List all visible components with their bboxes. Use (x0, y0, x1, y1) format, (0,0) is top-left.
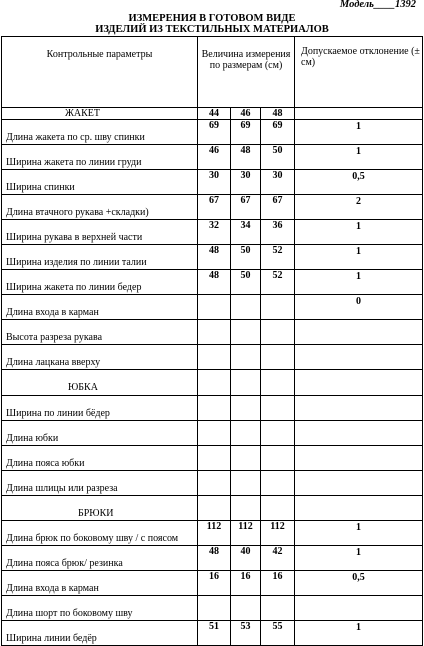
parameter-label: Ширина жакета по линии бедер (2, 270, 198, 295)
jacket-section-row (2, 108, 423, 120)
measurement-value: 50 (261, 145, 295, 170)
measurement-value: 112 (231, 521, 261, 546)
measurement-value (198, 396, 231, 421)
tolerance-value (295, 471, 423, 496)
table-row (2, 396, 423, 421)
tolerance-value (295, 396, 423, 421)
document-title-line1: ИЗМЕРЕНИЯ В ГОТОВОМ ВИДЕ (128, 13, 296, 24)
parameter-label: Длина входа в карман (2, 571, 198, 596)
measurement-value (198, 471, 231, 496)
measurement-value (231, 446, 261, 471)
header-sizes: Величина измерения по размерам (см) (198, 37, 295, 108)
measurement-value: 50 (231, 245, 261, 270)
empty-cell (261, 496, 295, 521)
measurement-value: 52 (261, 245, 295, 270)
parameter-label: Длина пояса брюк/ резинка (2, 546, 198, 571)
table-row (2, 521, 423, 546)
parameter-label: Длина втачного рукава +складки) (2, 195, 198, 220)
measurement-value (198, 421, 231, 446)
measurement-value: 50 (231, 270, 261, 295)
measurement-value: 30 (261, 170, 295, 195)
table-row (2, 345, 423, 370)
parameter-label: Длина шлицы или разреза (2, 471, 198, 496)
table-row (2, 446, 423, 471)
measurement-value: 42 (261, 546, 295, 571)
measurement-value (261, 320, 295, 345)
empty-cell (261, 370, 295, 396)
measurement-value (198, 345, 231, 370)
measurement-value (231, 320, 261, 345)
size-cell: 48 (261, 108, 295, 120)
empty-cell (295, 496, 423, 521)
table-row (2, 145, 423, 170)
measurement-value: 16 (231, 571, 261, 596)
parameter-label: Длина жакета по ср. шву спинки (2, 120, 198, 145)
table-header-row (2, 37, 423, 108)
table-row (2, 245, 423, 270)
measurement-value: 67 (261, 195, 295, 220)
tolerance-value: 1 (295, 245, 423, 270)
parameter-label: Ширина линии бедёр (2, 621, 198, 646)
model-number: Модель____1392 (339, 0, 416, 10)
table-row (2, 170, 423, 195)
measurement-value: 48 (231, 145, 261, 170)
skirt-section-row (2, 370, 423, 396)
document-title-line2: ИЗДЕЛИЙ ИЗ ТЕКСТИЛЬНЫХ МАТЕРИАЛОВ (95, 24, 329, 35)
section-title-skirt: ЮБКА (2, 370, 198, 396)
empty-cell (231, 370, 261, 396)
measurement-value (261, 396, 295, 421)
parameter-label: Длина шорт по боковому шву (2, 596, 198, 621)
tolerance-value (295, 446, 423, 471)
trousers-section-row (2, 496, 423, 521)
header-params: Контрольные параметры (2, 37, 198, 108)
parameter-label: Длина входа в карман (2, 295, 198, 320)
parameter-label: Ширина рукава в верхней части (2, 220, 198, 245)
tolerance-value: 1 (295, 120, 423, 145)
parameter-label: Высота разреза рукава (2, 320, 198, 345)
tolerance-value (295, 596, 423, 621)
parameter-label: Ширина изделия по линии талии (2, 245, 198, 270)
tolerance-value (295, 345, 423, 370)
table-row (2, 596, 423, 621)
tolerance-value: 1 (295, 621, 423, 646)
measurement-value: 16 (261, 571, 295, 596)
measurement-value (261, 446, 295, 471)
empty-cell (295, 370, 423, 396)
table-row (2, 621, 423, 646)
table-row (2, 571, 423, 596)
tolerance-value: 1 (295, 270, 423, 295)
measurement-value: 69 (261, 120, 295, 145)
measurement-value: 48 (198, 546, 231, 571)
measurement-value (231, 596, 261, 621)
measurement-value: 112 (261, 521, 295, 546)
measurement-value (261, 421, 295, 446)
table-row (2, 421, 423, 446)
measurement-value: 52 (261, 270, 295, 295)
table-row (2, 195, 423, 220)
measurement-value: 30 (198, 170, 231, 195)
measurement-value (231, 345, 261, 370)
tolerance-value: 1 (295, 145, 423, 170)
tolerance-cell (295, 108, 423, 120)
measurement-value: 53 (231, 621, 261, 646)
measurement-value (198, 320, 231, 345)
header-tolerance: Допускаемое отклонение (± см) (295, 37, 423, 108)
table-row (2, 320, 423, 345)
measurement-value (198, 596, 231, 621)
measurement-value: 30 (231, 170, 261, 195)
empty-cell (198, 496, 231, 521)
measurement-value: 48 (198, 245, 231, 270)
section-title-jacket: ЖАКЕТ (2, 108, 198, 120)
measurement-value (261, 345, 295, 370)
measurement-value (231, 421, 261, 446)
table-row (2, 471, 423, 496)
measurement-value: 67 (198, 195, 231, 220)
measurement-value (261, 295, 295, 320)
measurement-value: 48 (198, 270, 231, 295)
table-row (2, 220, 423, 245)
parameter-label: Длина юбки (2, 421, 198, 446)
measurements-table (1, 36, 423, 646)
measurement-value: 55 (261, 621, 295, 646)
size-cell: 44 (198, 108, 231, 120)
measurement-value (261, 596, 295, 621)
tolerance-value: 0 (295, 295, 423, 320)
parameter-label: Длина брюк по боковому шву / с поясом (2, 521, 198, 546)
measurement-value: 46 (198, 145, 231, 170)
empty-cell (231, 496, 261, 521)
measurement-value (231, 396, 261, 421)
measurement-value: 67 (231, 195, 261, 220)
measurement-value: 51 (198, 621, 231, 646)
measurement-value: 34 (231, 220, 261, 245)
measurement-value (231, 471, 261, 496)
tolerance-value: 1 (295, 546, 423, 571)
measurement-value: 69 (198, 120, 231, 145)
parameter-label: Длина лацкана вверху (2, 345, 198, 370)
tolerance-value: 0,5 (295, 571, 423, 596)
table-row (2, 546, 423, 571)
measurement-value: 32 (198, 220, 231, 245)
table-row (2, 270, 423, 295)
empty-cell (198, 370, 231, 396)
tolerance-value (295, 421, 423, 446)
measurement-value: 40 (231, 546, 261, 571)
measurement-value (231, 295, 261, 320)
measurement-value: 36 (261, 220, 295, 245)
tolerance-value (295, 320, 423, 345)
table-row (2, 120, 423, 145)
table-row (2, 295, 423, 320)
measurement-value: 112 (198, 521, 231, 546)
measurement-value (198, 295, 231, 320)
parameter-label: Ширина жакета по линии груди (2, 145, 198, 170)
parameter-label: Длина пояса юбки (2, 446, 198, 471)
tolerance-value: 0,5 (295, 170, 423, 195)
measurement-value: 69 (231, 120, 261, 145)
measurement-value: 16 (198, 571, 231, 596)
size-cell: 46 (231, 108, 261, 120)
tolerance-value: 2 (295, 195, 423, 220)
measurement-value (261, 471, 295, 496)
measurement-value (198, 446, 231, 471)
tolerance-value: 1 (295, 220, 423, 245)
section-title-trousers: БРЮКИ (2, 496, 198, 521)
parameter-label: Ширина спинки (2, 170, 198, 195)
parameter-label: Ширина по линии бёдер (2, 396, 198, 421)
tolerance-value: 1 (295, 521, 423, 546)
